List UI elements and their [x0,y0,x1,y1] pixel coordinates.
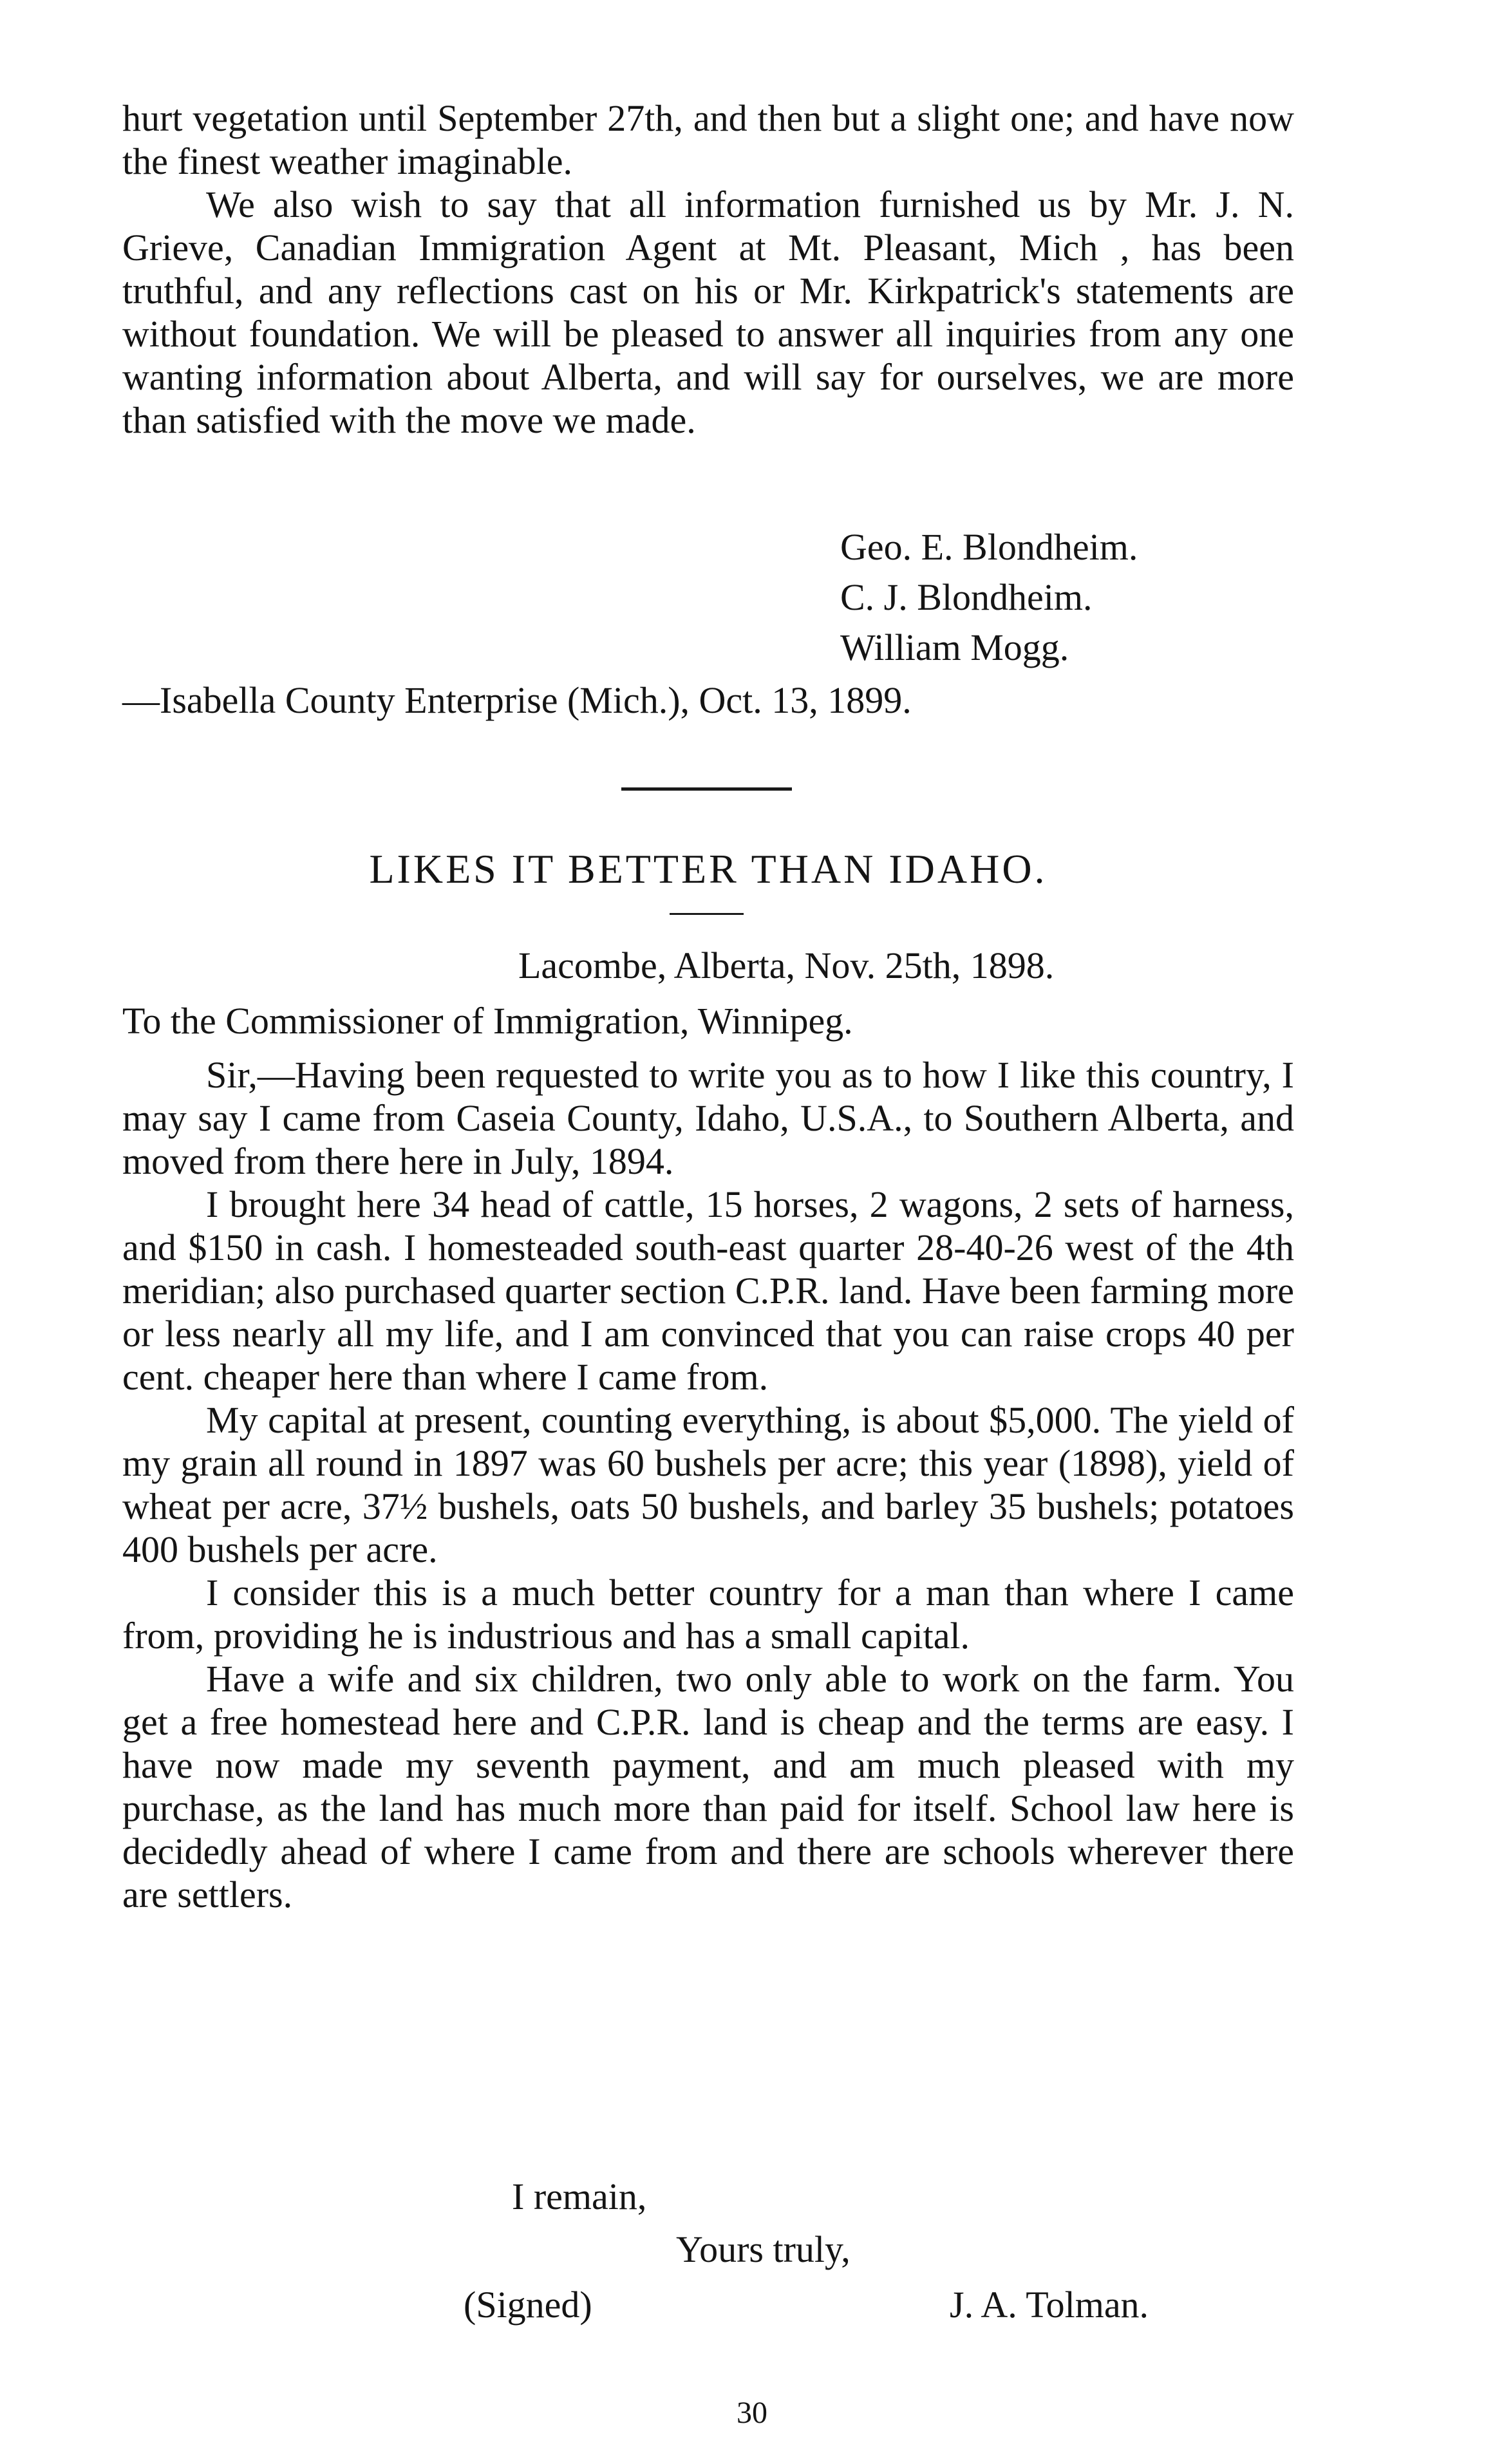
closing-remain: I remain, [512,2176,647,2217]
letter2-body [122,1053,1294,1916]
heading-underline [670,913,744,915]
letter1-paragraph-2: We also wish to say that all information furnished us by Mr. J. N. Grieve, Canadian Immigration Agent at Mt. Pleasant, Mich , has been truthful, and any reflections cast on his or Mr. Kirkpatrick's statements are without foundation. We will be pleased to answer all inquiries from any one wanting information about Alberta, and will say for ourselves, we are more than satisfied with the move we made. [122,183,1294,441]
letter2-paragraph-4: I consider this is a much better country for a man than where I came from, providing he is industrious and has a small capital. [122,1572,1294,1657]
signatory-1: Geo. E. Blondheim. [840,526,1138,568]
closing-yours: Yours truly, [676,2228,851,2270]
newspaper-source: —Isabella County Enterprise (Mich.), Oct. 13, 1899. [122,679,912,721]
addressee: To the Commissioner of Immigration, Winnipeg. [122,1000,853,1042]
section-divider [621,787,792,791]
letter2-paragraph-1: Sir,—Having been requested to write you as to how I like this country, I may say I came from Caseia County, Idaho, U.S.A., to Southern Alberta, and moved from there here in July, 1894. [122,1054,1294,1182]
letter2-paragraph-3: My capital at present, counting everything, is about $5,000. The yield of my grain all round in 1897 was 60 bushels per acre; this year (1898), yield of wheat per acre, 37½ bushels, oats 50 bushels, and barley 35 bushels; potatoes 400 bushels per acre. [122,1399,1294,1570]
signatory-2: C. J. Blondheim. [840,576,1093,618]
closing-signed: (Signed) [464,2284,592,2326]
signature-name: J. A. Tolman. [950,2284,1149,2326]
letter1-body [122,97,1294,442]
letter2-paragraph-2: I brought here 34 head of cattle, 15 horses, 2 wagons, 2 sets of harness, and $150 in cash. I homesteaded south-east quarter 28-40-26 west of the 4th meridian; also purchased quarter section C.P.R. land. Have been farming more or less nearly all my life, and I am convinced that you can raise crops 40 per cent. cheaper here than where I came from. [122,1183,1295,1398]
section-heading: LIKES IT BETTER THAN IDAHO. [369,846,1048,892]
signatory-3: William Mogg. [840,626,1069,668]
page-number: 30 [737,2396,767,2430]
letter1-paragraph-1: hurt vegetation until September 27th, and then but a slight one; and have now the finest weather imaginable. [122,97,1294,182]
dateline: Lacombe, Alberta, Nov. 25th, 1898. [518,945,1055,986]
letter2-paragraph-5: Have a wife and six children, two only able to work on the farm. You get a free homestead here and C.P.R. land is cheap and the terms are easy. I have now made my seventh payment, and am much pleased with my purchase, as the land has much more than paid for itself. School law here is decidedly ahead of where I came from and there are schools wherever there are settlers. [122,1658,1294,1915]
